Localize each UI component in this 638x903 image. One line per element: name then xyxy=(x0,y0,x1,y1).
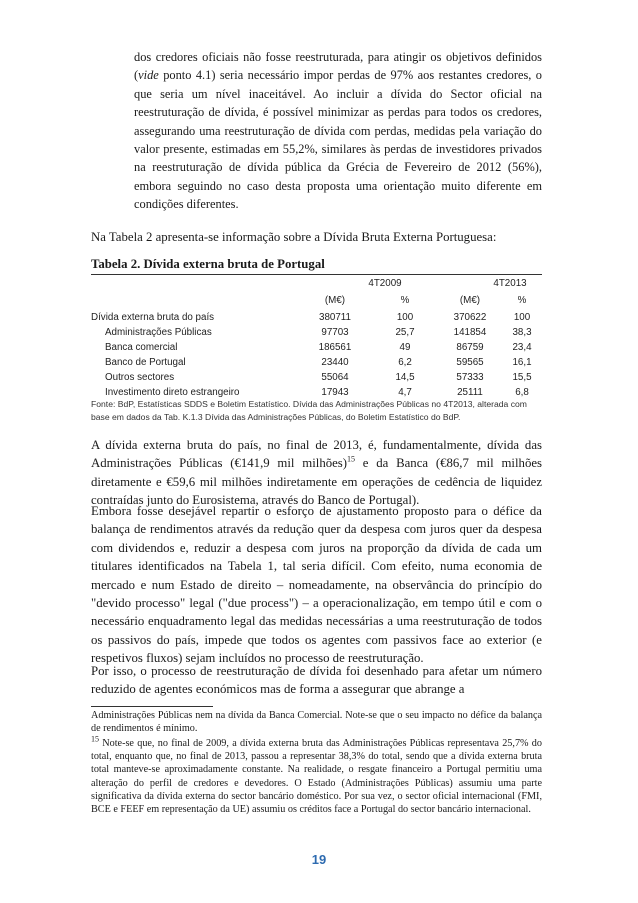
indented-quote-paragraph: dos credores oficiais não fosse reestruturada, para atingir os objetivos definidos (vide ponto 4.1) seria necessário impor perdas de 97% aos restantes credores, o que seria um nível inaceitável. Ao incluir a dívida do Sector oficial na reestruturação de dívida, é possível minimizar as perdas para todos os credores, assegurando uma reestruturação de dívida com perdas, medidas pela variação do valor presente, estimadas em 55,2%, similares às perdas de investidores privados na reestruturação de dívida pública da Grécia de Fevereiro de 2012 (56%), embora seguindo no caso desta proposta uma orientação muito diferente em condições diferentes. xyxy=(134,50,542,212)
row-value: 86759 xyxy=(456,342,484,353)
header-pct-2013: % xyxy=(517,295,527,306)
table-title: Tabela 2. Dívida externa bruta de Portugal xyxy=(91,257,325,271)
row-label: Investimento direto estrangeiro xyxy=(105,387,240,398)
row-value: 55064 xyxy=(321,372,349,383)
footnote-ref-15: 15 xyxy=(347,455,356,465)
row-label: Dívida externa bruta do país xyxy=(91,312,215,323)
row-value: 4,7 xyxy=(398,387,412,398)
header-pct-2009: % xyxy=(400,295,410,306)
row-value: 370622 xyxy=(453,312,487,323)
row-value: 186561 xyxy=(318,342,352,353)
row-value: 49 xyxy=(399,342,411,353)
header-meur-2009: (M€) xyxy=(324,295,346,306)
external-debt-table xyxy=(91,278,542,398)
header-meur-2013: (M€) xyxy=(459,295,481,306)
table-top-rule xyxy=(91,274,542,275)
row-value: 6,2 xyxy=(398,357,412,368)
row-value: 100 xyxy=(396,312,414,323)
header-year-2009: 4T2009 xyxy=(368,278,402,289)
row-label: Banca comercial xyxy=(105,342,178,353)
row-value: 17943 xyxy=(321,387,349,398)
row-value: 23,4 xyxy=(512,342,532,353)
row-value: 38,3 xyxy=(512,327,532,338)
footnote-15: $^{15}$ Note-se que, no final de 2009, a dívida externa bruta das Administrações Públicas representava 25,7% do total, enquanto que, no final de 2013, passou a representar 38,3% do total, sendo que a dívida externa bruta total manteve-se aproximadamente constante. Na realidade, o resgate financeiro a Portugal permitiu uma alteração do perfil de credores e devedores. O Estado (Administrações Públicas) assumiu uma parte significativa da dívida externa do sector bancário doméstico. Por sua vez, o sector oficial internacional (FMI, BCE e FEEF em representação da UE) assumiu os créditos face a Portugal do sector bancário internacional. xyxy=(91,734,542,816)
row-label: Banco de Portugal xyxy=(105,357,186,368)
row-value: 25111 xyxy=(457,387,483,398)
row-value: 23440 xyxy=(321,357,349,368)
table-source-note: Fonte: BdP, Estatísticas SDDS e Boletim Estatístico. Dívida das Administrações Públicas no 4T2013, alterada com base em dados da Tab. K.1.3 Dívida das Administrações Públicas, do Boletim Estatístico do BdP. xyxy=(91,399,527,422)
row-value: 14,5 xyxy=(395,372,415,383)
body-paragraph-3: Por isso, o processo de reestruturação de dívida foi desenhado para afetar um número reduzido de agentes económicos mas de forma a assegurar que abrange a xyxy=(91,664,542,697)
body-paragraph-1: A dívida externa bruta do país, no final de 2013, é, fundamentalmente, dívida das Administrações Públicas (€141,9 mil milhões)$^{15}$ e da Banca (€86,7 mil milhões diretamente e €59,6 mil milhões indiretamente em operações de cedência de liquidez contraídas junto do Eurosistema, através do Banco de Portugal). xyxy=(91,438,542,508)
row-label: Outros sectores xyxy=(105,372,175,383)
footnote-15-number: 15 xyxy=(91,734,99,744)
row-value: 141854 xyxy=(453,327,487,338)
row-value: 380711 xyxy=(319,312,351,323)
row-value: 57333 xyxy=(456,372,484,383)
row-value: 59565 xyxy=(456,357,484,368)
row-value: 16,1 xyxy=(512,357,532,368)
row-value: 97703 xyxy=(321,327,349,338)
footnote-separator xyxy=(91,706,213,707)
page-number: 19 xyxy=(311,852,327,867)
row-value: 100 xyxy=(513,312,531,323)
row-label: Administrações Públicas xyxy=(105,327,212,338)
body-paragraph-2: Embora fosse desejável repartir o esforço de ajustamento proposto para o défice da balança de rendimentos através da redução quer da despesa com juros quer da despesa com dividendos e, reduzir a despesa com juros na proporção da dívida de cada um titulares identificados na Tabela 1, tal seria difícil. Com efeito, numa economia de mercado e num Estado de direito – nomeadamente, na observância do princípio do "devido processo" legal ("due process") – a operacionalização, em tempo útil e com o necessário enquadramento legal das medidas necessárias a uma reestruturação de todos os passivos do país, impede que todos os agentes com passivos face ao exterior (e respetivos fluxos) sejam incluídos no processo de reestruturação. xyxy=(91,504,542,666)
vide-italic: vide xyxy=(138,68,159,83)
table-intro-paragraph: Na Tabela 2 apresenta-se informação sobre a Dívida Bruta Externa Portuguesa: xyxy=(91,230,497,244)
header-year-2013: 4T2013 xyxy=(493,278,527,289)
row-value: 15,5 xyxy=(512,372,532,383)
row-value: 25,7 xyxy=(395,327,415,338)
footnote-14-continued: Administrações Públicas nem na dívida da Banca Comercial. Note-se que o seu impacto no défice da balança de rendimentos é mínimo. xyxy=(91,710,542,735)
row-value: 6,8 xyxy=(515,387,529,398)
